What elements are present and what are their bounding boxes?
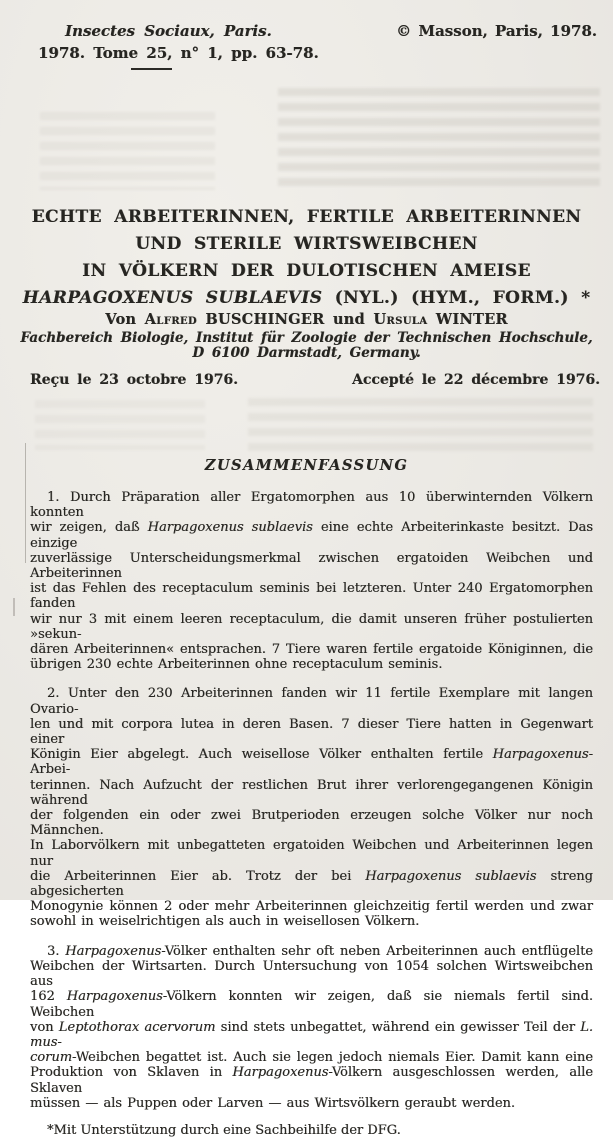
accepted-date: Accepté le 22 décembre 1976. xyxy=(351,372,600,388)
text-run: terinnen. Nach Aufzucht der restlichen Brut ihrer verlorengegangenen Königin während xyxy=(30,777,593,808)
text-run: Harpagoxenus sublaevis xyxy=(365,868,537,884)
paragraph-line xyxy=(30,959,593,989)
abstract-paragraph xyxy=(30,944,593,1111)
abstract-paragraph xyxy=(30,490,593,672)
text-run: Produktion von Sklaven in xyxy=(30,1065,233,1081)
paragraph-line xyxy=(30,989,593,1019)
abstract-body xyxy=(30,490,593,1138)
text-run: Von xyxy=(105,311,145,328)
paper-title-line xyxy=(0,231,613,258)
text-run: ist das Fehlen des receptaculum seminis bei letzteren. Unter 240 Ergatomorphen fanden xyxy=(30,581,593,612)
text-run: Leptothorax acervorum xyxy=(58,1019,216,1035)
text-run: die Arbeiterinnen Eier ab. Trotz der bei xyxy=(30,868,366,884)
text-run: wir nur 3 mit einem leeren receptaculum, die damit unseren früher postulierten »sekun- xyxy=(30,611,593,642)
paragraph-line xyxy=(30,686,593,716)
bleed-through-artifact xyxy=(278,88,600,190)
paragraph-line xyxy=(30,1096,593,1111)
paragraph-line xyxy=(30,551,593,581)
text-run: -Völkern konnten wir zeigen, daß sie niemals fertil sind. Weibchen xyxy=(30,989,593,1020)
paragraph-line xyxy=(30,1050,593,1065)
paragraph-line xyxy=(30,717,593,747)
paragraph-line xyxy=(30,520,593,550)
bleed-through-artifact xyxy=(248,398,593,454)
text-run: L. mus- xyxy=(30,1019,594,1050)
scan-fold-mark xyxy=(13,598,15,616)
text-run: HARPAGOXENUS SUBLAEVIS xyxy=(22,288,323,308)
text-run: eine echte Arbeiterinkaste besitzt. Das einzige xyxy=(30,520,593,551)
text-run: Monogynie können 2 oder mehr Arbeiterinnen gleichzeitig fertil werden und zwar xyxy=(30,899,593,915)
paragraph-line xyxy=(30,778,593,808)
paragraph-line xyxy=(30,747,593,777)
received-date: Reçu le 23 octobre 1976. xyxy=(30,372,239,388)
text-run: streng abgesicherten xyxy=(30,868,593,900)
text-run: -Völker enthalten sehr oft neben Arbeiterinnen auch entflügelte xyxy=(161,943,593,959)
paragraph-line xyxy=(30,581,593,611)
paragraph-line xyxy=(30,490,593,520)
paper-title-line xyxy=(0,285,613,312)
text-run: sowohl in weiselrichtigen als auch in weisellosen Völkern. xyxy=(30,914,420,930)
text-run: sind stets unbegattet, während ein gewisser Teil der xyxy=(215,1019,581,1035)
paragraph-line xyxy=(30,914,593,929)
text-run: 3. xyxy=(47,943,66,959)
text-run: 1. Durch Präparation aller Ergatomorphen aus 10 überwinternden Völkern konnten xyxy=(30,490,593,521)
text-run: 162 xyxy=(30,989,67,1005)
paragraph-line xyxy=(30,1020,593,1050)
bleed-through-artifact xyxy=(40,112,215,190)
manuscript-dates xyxy=(30,372,600,388)
text-run: BUSCHINGER und xyxy=(197,311,374,328)
text-run: der folgenden ein oder zwei Brutperioden erzeugen solche Völker nur noch Männchen. xyxy=(30,808,593,839)
paragraph-line xyxy=(30,944,593,959)
paragraph-line xyxy=(30,657,593,672)
paragraph-line xyxy=(30,642,593,657)
footnote: *Mit Unterstützung durch eine Sachbeihilfe der DFG. xyxy=(47,1122,401,1138)
text-run: Alfred xyxy=(144,311,197,328)
text-run: Harpagoxenus xyxy=(65,943,162,959)
text-run: ECHTE ARBEITERINNEN, FERTILE ARBEITERINNEN xyxy=(31,207,582,227)
paper-title-line xyxy=(0,204,613,231)
text-run: (NYL.) (HYM., FORM.) * xyxy=(322,288,591,308)
paragraph-line xyxy=(30,612,593,642)
text-run: dären Arbeiterinnen« entsprachen. 7 Tiere waren fertile ergatoide Königinnen, die xyxy=(30,642,593,658)
paragraph-line xyxy=(30,808,593,838)
text-run: -Völkern ausgeschlossen werden, alle Sklaven xyxy=(30,1065,593,1096)
copyright-notice: © Masson, Paris, 1978. xyxy=(396,22,597,40)
text-run: -Weibchen begattet ist. Auch sie legen jedoch niemals Eier. Damit kann eine xyxy=(72,1050,593,1066)
paper-title-line xyxy=(0,258,613,285)
text-run: Harpagoxenus xyxy=(232,1065,329,1081)
text-run: Harpagoxenus xyxy=(492,747,589,763)
author-byline xyxy=(0,311,613,328)
text-run: Weibchen der Wirtsarten. Durch Untersuchung von 1054 solchen Wirtsweibchen aus xyxy=(30,958,593,990)
text-run: Harpagoxenus xyxy=(66,989,163,1005)
text-run: In Laborvölkern mit unbegatteten ergatoiden Weibchen und Arbeiterinnen legen nur xyxy=(30,838,593,869)
text-run: len und mit corpora lutea in deren Basen. 7 dieser Tiere hatten in Gegenwart einer xyxy=(30,716,593,748)
paragraph-line xyxy=(30,899,593,914)
abstract-heading: ZUSAMMENFASSUNG xyxy=(204,457,409,474)
text-run: Harpagoxenus sublaevis xyxy=(147,520,313,536)
paragraph-line xyxy=(30,1065,593,1095)
header-divider-rule xyxy=(131,68,172,70)
text-run: -Arbei- xyxy=(30,747,593,778)
paragraph-line xyxy=(30,869,593,899)
journal-title: Insectes Sociaux, Paris. xyxy=(65,22,272,40)
volume-issue-pages: 1978. Tome 25, n° 1, pp. 63-78. xyxy=(38,44,319,62)
abstract-paragraphs xyxy=(30,490,593,1111)
text-run: 2. Unter den 230 Arbeiterinnen fanden wir 11 fertile Exemplare mit langen Ovario- xyxy=(30,686,593,717)
paragraph-line xyxy=(30,838,593,868)
text-run: von xyxy=(30,1019,59,1035)
bleed-through-artifact xyxy=(35,400,205,450)
text-run: wir zeigen, daß xyxy=(30,520,148,536)
text-run: übrigen 230 echte Arbeiterinnen ohne receptaculum seminis. xyxy=(30,657,443,673)
affiliation-line: Fachbereich Biologie, Institut für Zoologie der Technischen Hochschule, xyxy=(20,330,593,346)
affiliation xyxy=(0,331,613,361)
text-run: müssen — als Puppen oder Larven — aus Wirtsvölkern geraubt werden. xyxy=(30,1095,516,1111)
paper-title xyxy=(0,204,613,312)
text-run: Königin Eier abgelegt. Auch weisellose Völker enthalten fertile xyxy=(30,747,493,763)
abstract-paragraph xyxy=(30,686,593,929)
text-run: corum xyxy=(30,1050,73,1066)
text-run: WINTER xyxy=(427,311,508,328)
text-run: zuverlässige Unterscheidungsmerkmal zwischen ergatoiden Weibchen und Arbeiterinnen xyxy=(30,550,593,582)
text-run: Ursula xyxy=(373,311,428,328)
affiliation-line: D 6100 Darmstadt, Germany. xyxy=(192,345,421,361)
text-run: UND STERILE WIRTSWEIBCHEN xyxy=(135,234,478,254)
text-run: IN VÖLKERN DER DULOTISCHEN AMEISE xyxy=(82,261,531,281)
